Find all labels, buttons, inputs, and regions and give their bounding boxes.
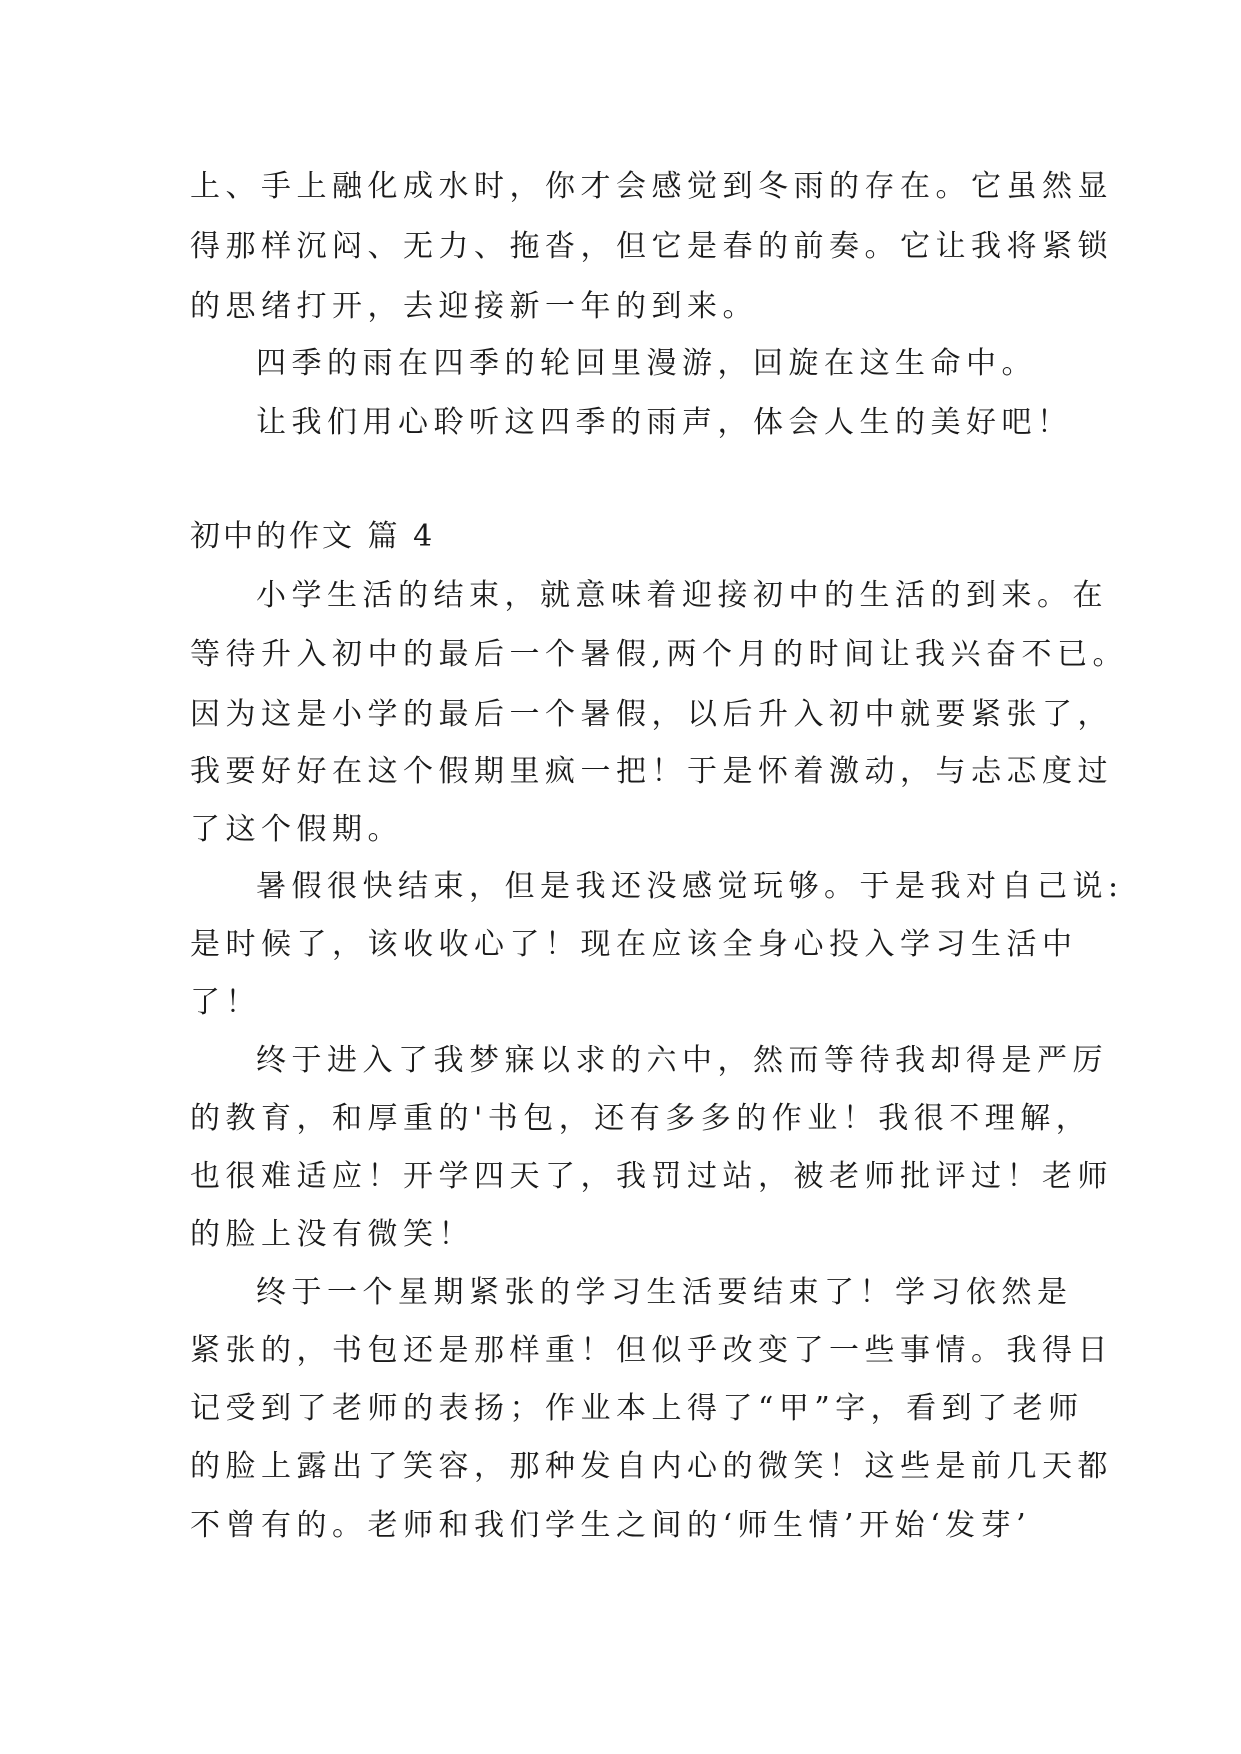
text-line: 是时候了，该收收心了！现在应该全身心投入学习生活中 <box>190 927 1078 962</box>
text-line: 等待升入初中的最后一个暑假,两个月的时间让我兴奋不已。 <box>190 637 1129 672</box>
text-line: 了！ <box>190 985 261 1020</box>
text-line: 上、手上融化成水时，你才会感觉到冬雨的存在。它虽然显 <box>190 169 1113 204</box>
text-line: 得那样沉闷、无力、拖沓，但它是春的前奏。它让我将紧锁 <box>190 229 1113 264</box>
paragraph-line: 暑假很快结束，但是我还没感觉玩够。于是我对自己说: <box>256 869 1124 904</box>
paragraph-line: 终于进入了我梦寐以求的六中，然而等待我却得是严厉 <box>256 1043 1108 1078</box>
paragraph-line: 小学生活的结束，就意味着迎接初中的生活的到来。在 <box>256 578 1108 613</box>
text-line: 的教育，和厚重的'书包，还有多多的作业！我很不理解， <box>190 1101 1092 1136</box>
essay-title: 初中的作文 篇 4 <box>190 519 436 554</box>
text-line: 也很难适应！开学四天了，我罚过站，被老师批评过！老师 <box>190 1159 1113 1194</box>
text-line: 的脸上露出了笑容，那种发自内心的微笑！这些是前几天都 <box>190 1449 1113 1484</box>
text-line: 的脸上没有微笑！ <box>190 1217 474 1252</box>
paragraph-line: 四季的雨在四季的轮回里漫游，回旋在这生命中。 <box>256 346 1037 381</box>
text-line: 记受到了老师的表扬；作业本上得了“甲”字，看到了老师 <box>190 1391 1084 1426</box>
paragraph-line: 让我们用心聆听这四季的雨声，体会人生的美好吧！ <box>256 405 1073 440</box>
text-line: 的思绪打开，去迎接新一年的到来。 <box>190 289 758 324</box>
text-line: 不曾有的。老师和我们学生之间的‘师生情’开始‘发芽’ <box>190 1508 1032 1543</box>
text-line: 因为这是小学的最后一个暑假，以后升入初中就要紧张了， <box>190 697 1113 732</box>
text-line: 了这个假期。 <box>190 812 403 847</box>
text-line: 紧张的，书包还是那样重！但似乎改变了一些事情。我得日 <box>190 1333 1113 1368</box>
text-line: 我要好好在这个假期里疯一把！于是怀着激动，与忐忑度过 <box>190 754 1113 789</box>
paragraph-line: 终于一个星期紧张的学习生活要结束了！学习依然是 <box>256 1275 1073 1310</box>
